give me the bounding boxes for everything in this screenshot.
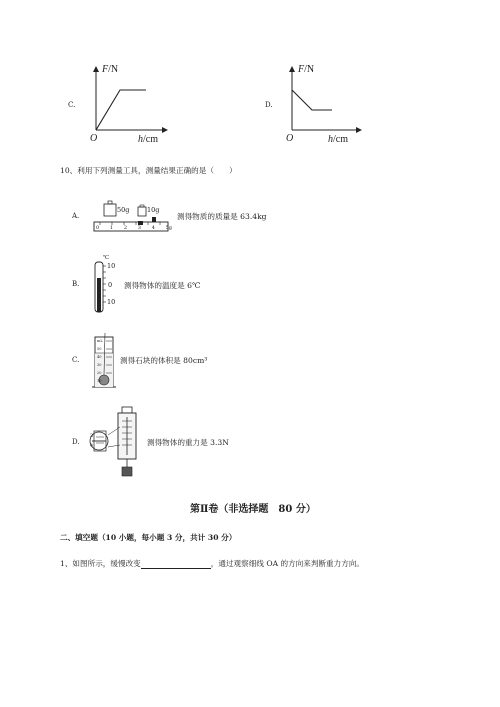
graph-d-xlabel: h/cm [328,134,348,145]
option-c-label: C. [68,101,76,109]
fill-in-section-heading: 二、填空题（10 小题，每小题 3 分，共计 30 分） [60,533,237,542]
option-d-label: D. [265,101,273,109]
cylinder-scale: mL 50 40 30 20 10 [97,339,103,383]
thermometer-tick-top: 10 [107,262,116,270]
question-1-text: 1、如图所示，缓慢改变 ，通过观察细线 OA 的方向来判断重力方向。 [60,559,365,568]
answer-blank[interactable] [141,560,211,569]
option-d-q10-text: 测得物体的重力是 3.3N [147,438,229,447]
thermometer-figure [90,258,120,314]
graph-d-origin: O [286,133,294,144]
question-10-stem: 10、利用下列测量工具，测量结果正确的是（ ） [60,166,237,175]
thermometer-tick-mid: 0 [108,281,113,289]
option-c-q10-text: 测得石块的体积是 80cm³ [120,356,208,365]
option-b-label: B. [72,280,80,288]
graduated-cylinder-figure [90,333,120,391]
balance-scale-ticks: 0 1 2 3 4 5g [96,225,172,231]
spring-scale-figure [88,405,144,481]
graph-c-origin: O [90,133,98,144]
option-a-text: 测得物质的质量是 63.4kg [177,212,267,221]
option-d-q10-label: D. [72,438,80,446]
part-2-title: 第Ⅱ卷（非选择题 80 分） [190,504,316,515]
weight-50g-label: 50g [117,206,130,214]
graph-d-ylabel: F/N [298,64,315,75]
option-c-q10-label: C. [72,356,80,364]
thermometer-tick-bottom: 10 [107,298,116,306]
thermometer-unit: ℃ [103,255,110,261]
graph-c-xlabel: h/cm [138,134,158,145]
graph-c-ylabel: F/N [102,64,119,75]
option-a-label: A. [72,212,80,220]
spring-scale-tick-4: 4 [90,443,94,449]
weight-10g-label: 10g [147,206,160,214]
spring-scale-tick-3: 3 [90,433,94,439]
option-b-text: 测得物体的温度是 6℃ [124,281,201,290]
